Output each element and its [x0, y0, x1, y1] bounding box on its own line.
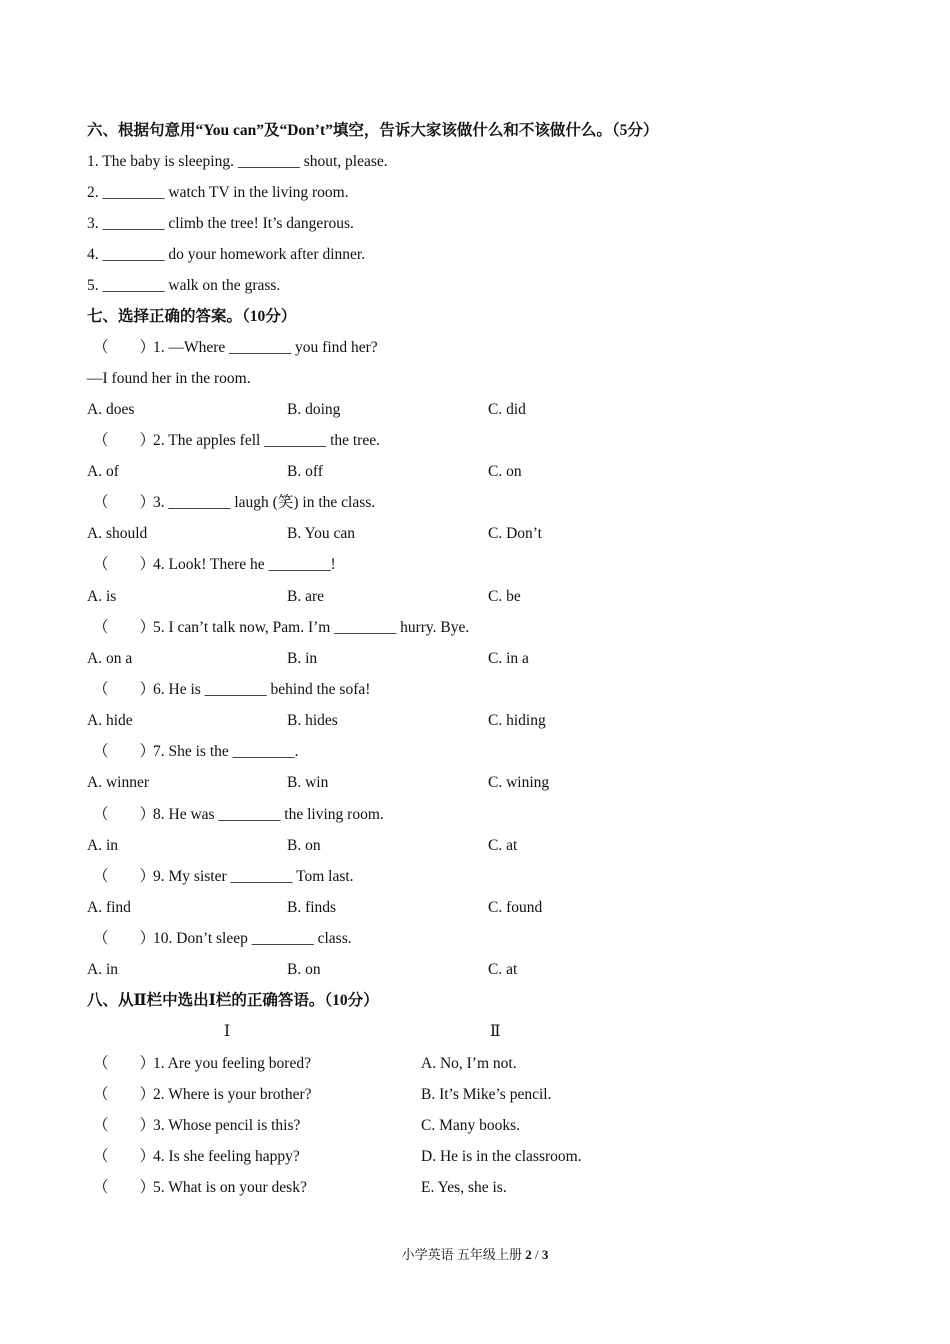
option-b: B. hides — [287, 712, 338, 729]
answer-blank[interactable]: （ ） — [93, 619, 156, 636]
question-10: 10. Don’t sleep ________ class. — [153, 930, 352, 947]
option-a: A. in — [87, 961, 118, 978]
answer-blank[interactable]: （ ） — [93, 1148, 156, 1165]
option-a: A. on a — [87, 650, 133, 667]
question-1-answer-line: —I found her in the room. — [87, 370, 251, 387]
option-c: C. at — [488, 961, 518, 978]
answer-blank[interactable]: （ ） — [93, 930, 156, 947]
match-right-b: B. It’s Mike’s pencil. — [421, 1086, 552, 1103]
section7-heading: 七、选择正确的答案。（10分） — [87, 308, 297, 325]
option-a: A. of — [87, 463, 119, 480]
option-c: C. did — [488, 401, 526, 418]
option-b: B. doing — [287, 401, 341, 418]
section6-item-5: 5. ________ walk on the grass. — [87, 277, 281, 294]
answer-blank[interactable]: （ ） — [93, 1179, 156, 1196]
question-7: 7. She is the ________. — [153, 743, 299, 760]
option-c: C. in a — [488, 650, 529, 667]
answer-blank[interactable]: （ ） — [93, 556, 156, 573]
answer-blank[interactable]: （ ） — [93, 806, 156, 823]
option-c: C. on — [488, 463, 522, 480]
option-c: C. found — [488, 899, 543, 916]
option-b: B. off — [287, 463, 323, 480]
option-b: B. are — [287, 588, 325, 605]
option-b: B. You can — [287, 525, 356, 542]
question-1: 1. —Where ________ you find her? — [153, 339, 378, 356]
column-2-header: Ⅱ — [490, 1023, 501, 1040]
match-left-3: 3. Whose pencil is this? — [153, 1117, 301, 1134]
match-right-a: A. No, I’m not. — [421, 1055, 517, 1072]
question-3: 3. ________ laugh (笑) in the class. — [153, 494, 376, 511]
option-b: B. finds — [287, 899, 337, 916]
option-a: A. in — [87, 837, 118, 854]
section6-item-1: 1. The baby is sleeping. ________ shout, please. — [87, 153, 388, 170]
option-b: B. in — [287, 650, 318, 667]
option-b: B. on — [287, 837, 321, 854]
option-a: A. find — [87, 899, 131, 916]
option-c: C. be — [488, 588, 521, 605]
question-6: 6. He is ________ behind the sofa! — [153, 681, 371, 698]
answer-blank[interactable]: （ ） — [93, 1117, 156, 1134]
footer-separator: / — [534, 1247, 539, 1262]
answer-blank[interactable]: （ ） — [93, 432, 156, 449]
option-c: C. hiding — [488, 712, 546, 729]
option-c: C. wining — [488, 774, 550, 791]
option-c: C. at — [488, 837, 518, 854]
answer-blank[interactable]: （ ） — [93, 681, 156, 698]
option-b: B. on — [287, 961, 321, 978]
answer-blank[interactable]: （ ） — [93, 339, 156, 356]
question-2: 2. The apples fell ________ the tree. — [153, 432, 380, 449]
footer-label: 小学英语 五年级上册 — [401, 1247, 522, 1262]
question-9: 9. My sister ________ Tom last. — [153, 868, 354, 885]
match-left-5: 5. What is on your desk? — [153, 1179, 307, 1196]
section8-heading: 八、从Ⅱ栏中选出Ⅰ栏的正确答语。（10分） — [87, 992, 379, 1009]
match-right-c: C. Many books. — [421, 1117, 521, 1134]
question-4: 4. Look! There he ________! — [153, 556, 336, 573]
option-a: A. should — [87, 525, 148, 542]
question-8: 8. He was ________ the living room. — [153, 806, 384, 823]
answer-blank[interactable]: （ ） — [93, 868, 156, 885]
page-footer — [0, 1246, 950, 1264]
footer-total-pages: 3 — [541, 1247, 549, 1262]
answer-blank[interactable]: （ ） — [93, 1086, 156, 1103]
option-a: A. is — [87, 588, 117, 605]
footer-page-number: 2 — [525, 1247, 532, 1262]
section6-heading: 六、根据句意用“You can”及“Don’t”填空，告诉大家该做什么和不该做什么。（5分） — [87, 122, 659, 139]
option-a: A. winner — [87, 774, 149, 791]
option-a: A. hide — [87, 712, 133, 729]
answer-blank[interactable]: （ ） — [93, 1055, 156, 1072]
question-5: 5. I can’t talk now, Pam. I’m ________ hurry. Bye. — [153, 619, 470, 636]
answer-blank[interactable]: （ ） — [93, 494, 156, 511]
option-b: B. win — [287, 774, 329, 791]
section6-item-4: 4. ________ do your homework after dinner. — [87, 246, 366, 263]
match-left-1: 1. Are you feeling bored? — [153, 1055, 311, 1072]
answer-blank[interactable]: （ ） — [93, 743, 156, 760]
section6-item-3: 3. ________ climb the tree! It’s dangerous. — [87, 215, 354, 232]
match-right-e: E. Yes, she is. — [421, 1179, 507, 1196]
match-right-d: D. He is in the classroom. — [421, 1148, 582, 1165]
option-c: C. Don’t — [488, 525, 542, 542]
column-1-header: Ⅰ — [224, 1023, 231, 1040]
section6-item-2: 2. ________ watch TV in the living room. — [87, 184, 349, 201]
match-left-4: 4. Is she feeling happy? — [153, 1148, 300, 1165]
match-left-2: 2. Where is your brother? — [153, 1086, 312, 1103]
option-a: A. does — [87, 401, 135, 418]
